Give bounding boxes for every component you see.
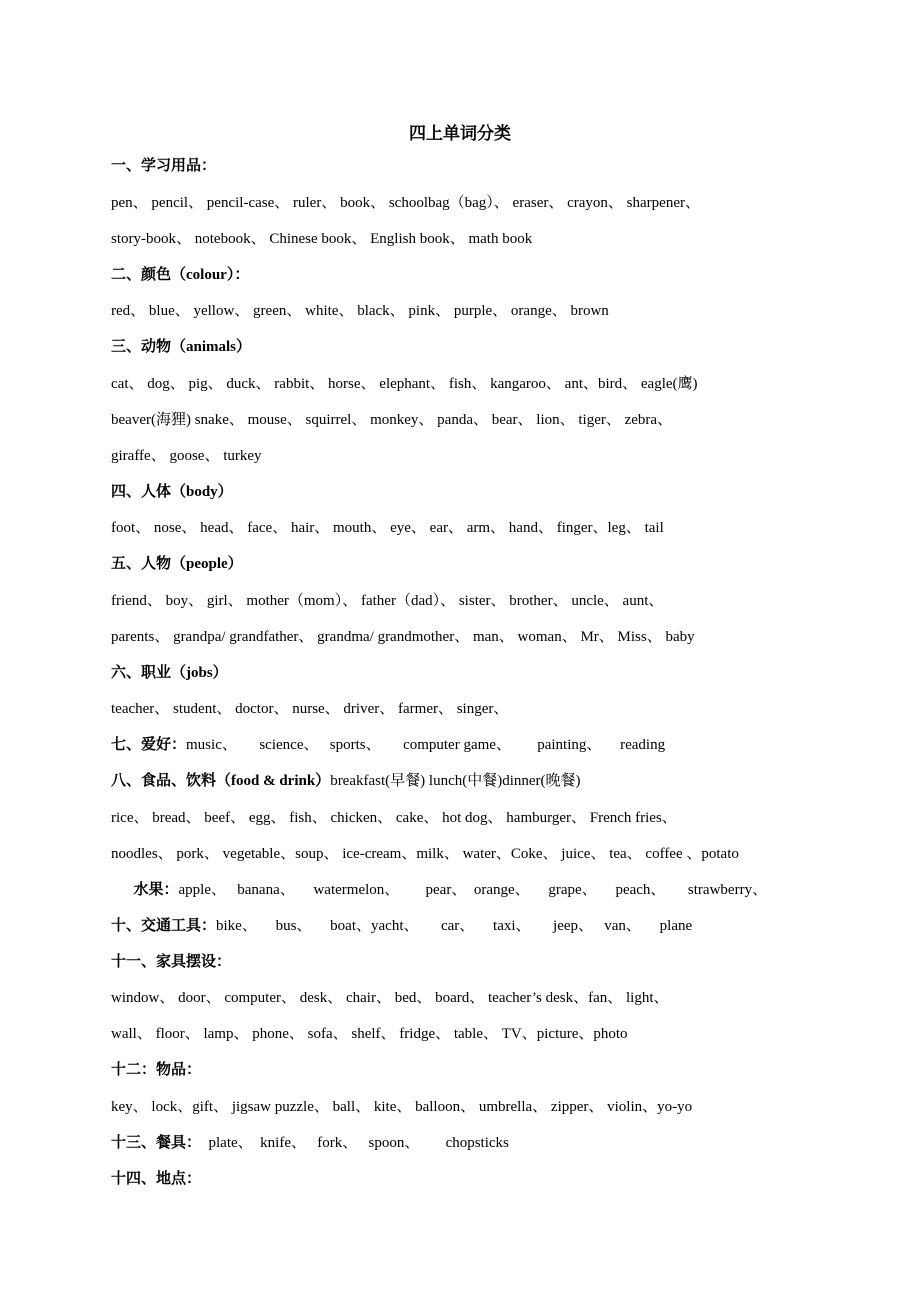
heading-body: 四、人体（body）: [111, 484, 233, 500]
heading-jobs: 六、职业（jobs）: [111, 665, 228, 681]
heading-people: 五、人物（people）: [111, 556, 243, 572]
word-line: foot、 nose、 head、 face、 hair、 mouth、 eye、 ear、 arm、 hand、 finger、leg、 tail: [111, 520, 664, 536]
word-line: cat、 dog、 pig、 duck、 rabbit、 horse、 elephant、 fish、 kangaroo、 ant、bird、 eagle(鹰): [111, 376, 698, 392]
heading-items: 十二：物品：: [111, 1062, 202, 1078]
fruits-line: [111, 880, 860, 900]
word-list: music、 science、 sports、 computer game、 painting、 reading: [186, 737, 666, 753]
word-line: friend、 boy、 girl、 mother（mom）、 father（dad）、 sister、 brother、 uncle、 aunt、: [111, 593, 664, 609]
page-title: 四上单词分类: [409, 124, 511, 143]
word-line: parents、 grandpa/ grandfather、 grandma/ grandmother、 man、 woman、 Mr、 Miss、 baby: [111, 629, 695, 645]
heading-tableware: 十三、餐具：: [111, 1135, 202, 1151]
word-line: window、 door、 computer、 desk、 chair、 bed、 board、 teacher’s desk、fan、 light、: [111, 990, 669, 1006]
heading-transport: 十、交通工具：: [111, 918, 217, 934]
word-line: noodles、 pork、 vegetable、soup、 ice-cream、milk、 water、Coke、 juice、 tea、 coffee 、potato: [111, 846, 739, 862]
heading-hobbies: 七、爱好：: [111, 737, 187, 753]
word-line: key、 lock、gift、 jigsaw puzzle、 ball、 kite、 balloon、 umbrella、 zipper、 violin、yo-yo: [111, 1099, 693, 1115]
word-line: red、 blue、 yellow、 green、 white、 black、 pink、 purple、 orange、 brown: [111, 303, 609, 319]
food-heading-line: [111, 771, 860, 791]
heading-colours: 二、颜色（colour）：: [111, 267, 250, 283]
heading-school-supplies: 一、学习用品：: [111, 158, 217, 174]
heading-fruits: 水果：: [111, 882, 179, 898]
heading-furniture: 十一、家具摆设：: [111, 954, 232, 970]
heading-animals: 三、动物（animals）: [111, 339, 252, 355]
word-list: plate、 knife、 fork、 spoon、 chopsticks: [201, 1135, 509, 1151]
word-line: story-book、 notebook、 Chinese book、 English book、 math book: [111, 231, 533, 247]
hobbies-line: [111, 735, 860, 755]
word-list: bike、 bus、 boat、yacht、 car、 taxi、 jeep、 van、 plane: [216, 918, 693, 934]
word-line: rice、 bread、 beef、 egg、 fish、 chicken、 cake、 hot dog、 hamburger、 French fries、: [111, 810, 677, 826]
word-line: wall、 floor、 lamp、 phone、 sofa、 shelf、 fridge、 table、 TV、picture、photo: [111, 1026, 628, 1042]
word-line: beaver(海狸) snake、 mouse、 squirrel、 monkey、 panda、 bear、 lion、 tiger、 zebra、: [111, 412, 673, 428]
word-line: pen、 pencil、 pencil-case、 ruler、 book、 schoolbag（bag）、 eraser、 crayon、 sharpener、: [111, 195, 700, 211]
heading-food-drink: 八、食品、饮料（food & drink）: [111, 773, 331, 789]
word-list: breakfast(早餐) lunch(中餐)dinner(晚餐): [330, 773, 581, 789]
transport-line: [111, 916, 860, 936]
word-line: teacher、 student、 doctor、 nurse、 driver、 farmer、 singer、: [111, 701, 509, 717]
tableware-line: [111, 1133, 860, 1153]
heading-places: 十四、地点：: [111, 1171, 202, 1187]
word-line: giraffe、 goose、 turkey: [111, 448, 262, 464]
word-list: apple、 banana、 watermelon、 pear、 orange、 grape、 peach、 strawberry、: [178, 882, 768, 898]
